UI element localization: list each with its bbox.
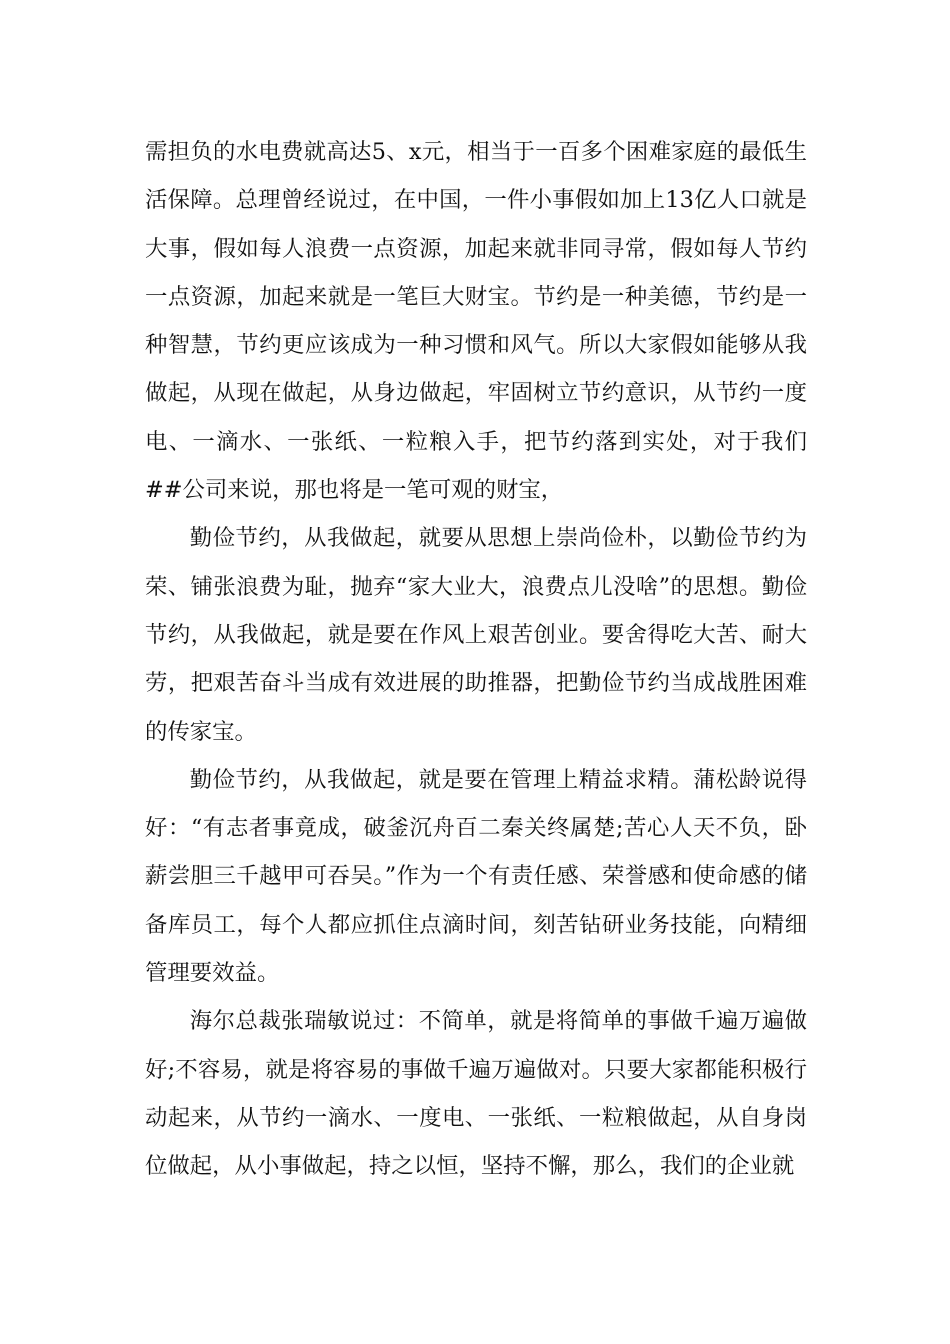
paragraph-4: 海尔总裁张瑞敏说过：不简单，就是将简单的事做千遍万遍做好;不容易，就是将容易的事做千遍万遍做对。只要大家都能积极行动起来，从节约一滴水、一度电、一张纸、一粒粮做起，从自身岗位做起，从小事做起，持之以恒，坚持不懈，那么，我们的企业就 xyxy=(145,1008,807,1180)
paragraph-2: 勤俭节约，从我做起，就要从思想上崇尚俭朴，以勤俭节约为荣、铺张浪费为耻，抛弃“家大业大，浪费点儿没啥”的思想。勤俭节约，从我做起，就是要在作风上艰苦创业。要舍得吃大苦、耐大劳，把艰苦奋斗当成有效进展的助推器，把勤俭节约当成战胜困难的传家宝。 xyxy=(145,525,807,745)
document-body xyxy=(145,128,807,1191)
paragraph-1: 需担负的水电费就高达5、x元，相当于一百多个困难家庭的最低生活保障。总理曾经说过，在中国，一件小事假如加上13亿人口就是大事，假如每人浪费一点资源，加起来就非同寻常，假如每人节约一点资源，加起来就是一笔巨大财宝。节约是一种美德，节约是一种智慧，节约更应该成为一种习惯和风气。所以大家假如能够从我做起，从现在做起，从身边做起，牢固树立节约意识，从节约一度电、一滴水、一张纸、一粒粮入手，把节约落到实处，对于我们##公司来说，那也将是一笔可观的财宝， xyxy=(145,139,807,504)
paragraph-3: 勤俭节约，从我做起，就是要在管理上精益求精。蒲松龄说得好：“有志者事竟成，破釜沉舟百二秦关终属楚;苦心人天不负，卧薪尝胆三千越甲可吞吴。”作为一个有责任感、荣誉感和使命感的储备库员工，每个人都应抓住点滴时间，刻苦钻研业务技能，向精细管理要效益。 xyxy=(145,766,807,987)
